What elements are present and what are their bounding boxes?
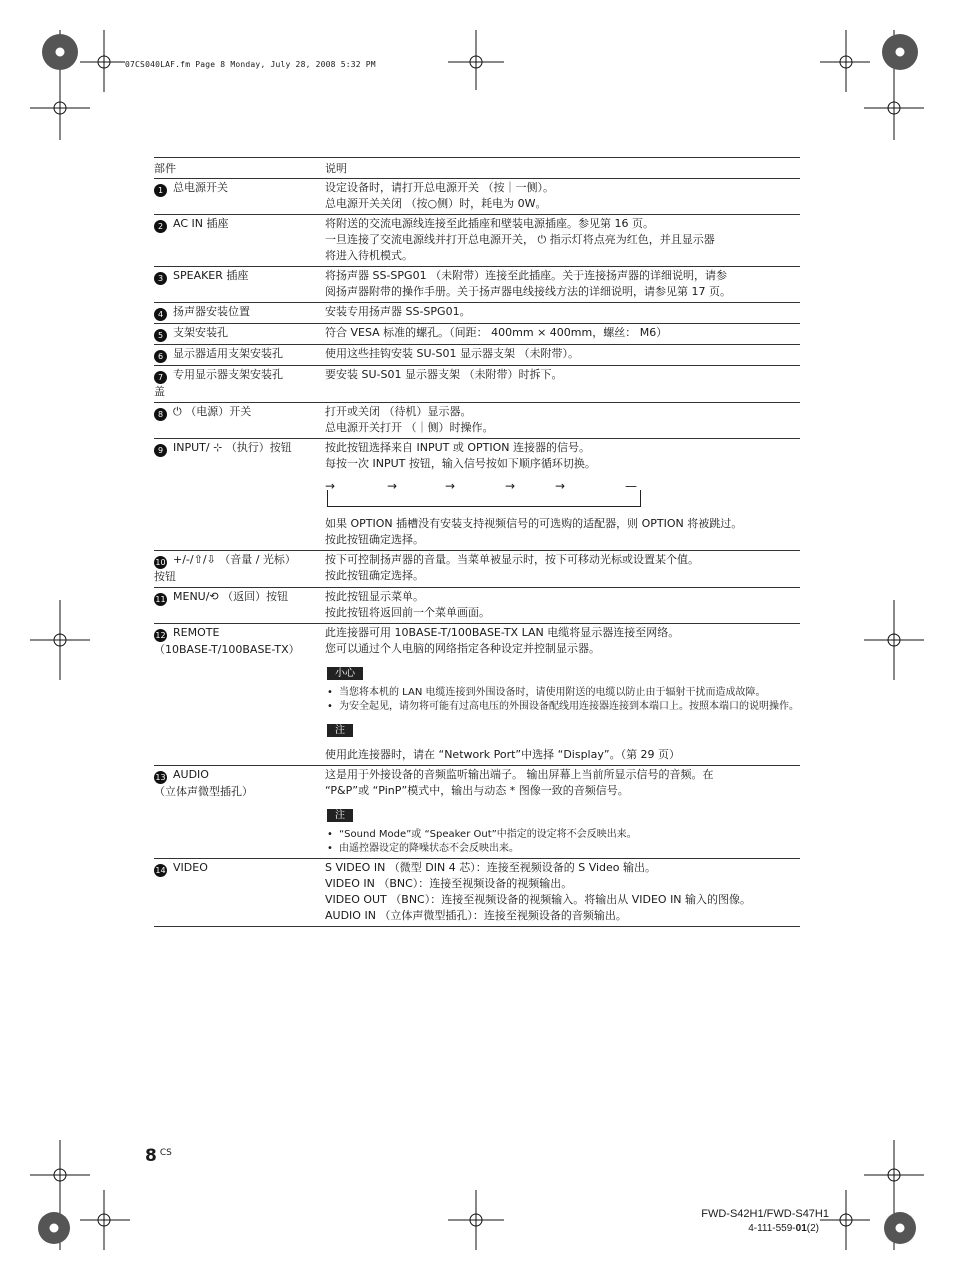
spec-table: [154, 157, 800, 927]
note-item: • “Sound Mode”或 “Speaker Out”中指定的设定将不会反映出来。: [325, 828, 800, 842]
note-list: [325, 828, 800, 856]
description-line: 总电源开关关闭 （按○侧）时，耗电为 0W。: [325, 197, 547, 210]
table-row: [154, 624, 800, 766]
part-label: 6 显示器适用支架安装孔: [154, 346, 325, 363]
description-cell: [325, 624, 800, 766]
description-cell: [325, 588, 800, 624]
description-line: 安装专用扬声器 SS-SPG01。: [325, 305, 471, 318]
part-cell: [154, 439, 325, 551]
description-line: 这是用于外接设备的音频监听输出端子。 输出屏幕上当前所显示信号的音频。在: [325, 768, 714, 781]
item-number-badge: 2: [154, 220, 167, 233]
caution-list: [325, 686, 800, 714]
item-number-badge: 6: [154, 350, 167, 363]
table-row: [154, 324, 800, 345]
part-label: （10BASE-T/100BASE-TX）: [154, 643, 300, 656]
description-line: 将附送的交流电源线连接至此插座和壁装电源插座。参见第 16 页。: [325, 217, 654, 230]
description-line: 阅扬声器附带的操作手册。关于扬声器电线接线方法的详细说明，请参见第 17 页。: [325, 285, 731, 298]
caution-tag: 小心: [327, 667, 363, 680]
description-line: 此连接器可用 10BASE-T/100BASE-TX LAN 电缆将显示器连接至网络。: [325, 626, 680, 639]
description-line: 符合 VESA 标准的螺孔。（间距： 400mm × 400mm，螺丝： M6）: [325, 326, 668, 339]
description-line: 您可以通过个人电脑的网络指定各种设定并控制显示器。: [325, 642, 600, 655]
item-number-badge: 3: [154, 272, 167, 285]
part-cell: [154, 403, 325, 439]
part-cell: [154, 179, 325, 215]
input-cycle-diagram: → → → → → —: [325, 478, 643, 510]
document-code: 4-111-559-01(2): [748, 1223, 819, 1234]
part-cell: [154, 588, 325, 624]
description-cell: [325, 766, 800, 859]
table-row: [154, 403, 800, 439]
description-line: 按此按钮将返回前一个菜单画面。: [325, 606, 490, 619]
table-row: [154, 179, 800, 215]
table-row: [154, 366, 800, 403]
item-number-badge: 5: [154, 329, 167, 342]
part-label: 8 ⏻ （电源）开关: [154, 404, 325, 421]
description-line: 要安装 SU-S01 显示器支架 （未附带）时拆下。: [325, 368, 563, 381]
description-line: AUDIO IN （立体声微型插孔）：连接至视频设备的音频输出。: [325, 909, 627, 922]
description-line: 按此按钮确定选择。: [325, 533, 424, 546]
item-number-badge: 14: [155, 866, 166, 875]
description-line: 按此按钮确定选择。: [325, 569, 424, 582]
description-cell: [325, 324, 800, 345]
table-row: [154, 345, 800, 366]
part-label: 5 支架安装孔: [154, 325, 325, 342]
description-line: S VIDEO IN （微型 DIN 4 芯）：连接至视频设备的 S Video 输出。: [325, 861, 657, 874]
description-line: 每按一次 INPUT 按钮，输入信号按如下顺序循环切换。: [325, 457, 596, 470]
description-line: 按此按钮选择来自 INPUT 或 OPTION 连接器的信号。: [325, 441, 591, 454]
note-item: • 由遥控器设定的降噪状态不会反映出来。: [325, 842, 800, 856]
page-number: 8 $^{CS}$: [145, 1146, 172, 1166]
table-row: [154, 551, 800, 588]
part-label: 14 VIDEO: [155, 861, 208, 875]
description-cell: [325, 439, 800, 551]
description-line: VIDEO IN （BNC）：连接至视频设备的视频输出。: [325, 877, 573, 890]
description-line: 按下可控制扬声器的音量。当菜单被显示时，按下可移动光标或设置某个值。: [325, 553, 699, 566]
part-label: 3 SPEAKER 插座: [154, 268, 325, 285]
part-label: 盖: [154, 385, 165, 398]
item-number-badge: 8: [154, 408, 167, 421]
part-cell: [154, 267, 325, 303]
table-row: [154, 859, 800, 927]
part-label: 4 扬声器安装位置: [154, 304, 325, 321]
part-label: 7 专用显示器支架安装孔: [154, 367, 325, 384]
part-cell: [154, 859, 325, 927]
part-cell: [154, 324, 325, 345]
part-cell: [154, 215, 325, 267]
part-label: 1 总电源开关: [154, 180, 325, 197]
description-cell: [325, 345, 800, 366]
item-number-badge: 7: [154, 371, 167, 384]
item-number-badge: 4: [154, 308, 167, 321]
description-line: 一旦连接了交流电源线并打开总电源开关， ⏻ 指示灯将点亮为红色，并且显示器: [325, 233, 715, 246]
part-cell: [154, 345, 325, 366]
description-cell: [325, 303, 800, 324]
item-number-badge: 12: [155, 631, 166, 640]
description-line: 将进入待机模式。: [325, 249, 413, 262]
model-number: FWD-S42H1/FWD-S47H1: [701, 1208, 829, 1220]
part-cell: [154, 766, 325, 859]
description-cell: [325, 403, 800, 439]
description-cell: [325, 179, 800, 215]
item-number-badge: 13: [155, 773, 166, 782]
caution-item: • 为安全起见，请勿将可能有过高电压的外围设备配线用连接器连接到本端口上。按照本端口的说明操作。: [325, 700, 800, 714]
part-label: 11 MENU/⟲ （返回）按钮: [155, 590, 289, 604]
part-label: 12 REMOTE: [155, 626, 220, 640]
item-number-badge: 10: [155, 558, 166, 567]
item-number-badge: 9: [154, 444, 167, 457]
description-cell: [325, 366, 800, 403]
description-line: 使用这些挂钩安装 SU-S01 显示器支架 （未附带）。: [325, 347, 579, 360]
part-label: 10 +/-/⇧/⇩ （音量 / 光标）: [155, 553, 296, 567]
description-line: 打开或关闭 （待机）显示器。: [325, 405, 472, 418]
table-row: [154, 588, 800, 624]
description-line: VIDEO OUT （BNC）：连接至视频设备的视频输入。将输出从 VIDEO IN 输入的图像。: [325, 893, 752, 906]
table-row: [154, 215, 800, 267]
file-header: 07CS040LAF.fm Page 8 Monday, July 28, 2008 5:32 PM: [125, 60, 376, 69]
item-number-badge: 11: [155, 595, 166, 604]
part-cell: [154, 551, 325, 588]
description-line: 将扬声器 SS-SPG01 （未附带）连接至此插座。关于连接扬声器的详细说明，请参: [325, 269, 728, 282]
note-tag: 注: [327, 809, 353, 822]
description-cell: [325, 551, 800, 588]
caution-item: • 当您将本机的 LAN 电缆连接到外围设备时，请使用附送的电缆以防止由于辐射干扰而造成故障。: [325, 686, 800, 700]
part-label: 2 AC IN 插座: [154, 216, 325, 233]
note-tag: 注: [327, 724, 353, 737]
part-cell: [154, 303, 325, 324]
column-header-description: 说明: [325, 158, 800, 179]
description-line: 按此按钮显示菜单。: [325, 590, 424, 603]
description-line: “P&P”或 “PinP”模式中，输出与动态 * 图像一致的音频信号。: [325, 784, 629, 797]
table-row: [154, 439, 800, 551]
part-cell: [154, 624, 325, 766]
part-label: 按钮: [154, 570, 176, 583]
description-line: 设定设备时，请打开总电源开关 （按｜一侧）。: [325, 181, 554, 194]
table-row: [154, 303, 800, 324]
part-cell: [154, 366, 325, 403]
item-number-badge: 1: [154, 184, 167, 197]
part-label: 13 AUDIO: [155, 768, 209, 782]
description-line: 总电源开关打开 （｜侧）时操作。: [325, 421, 494, 434]
description-cell: [325, 859, 800, 927]
part-label: 9 INPUT/ ⊹ （执行）按钮: [154, 440, 325, 457]
table-row: [154, 766, 800, 859]
description-cell: [325, 215, 800, 267]
description-line: 如果 OPTION 插槽没有安装支持视频信号的可选购的适配器，则 OPTION 将被跳过。: [325, 517, 743, 530]
note-text: 使用此连接器时，请在 “Network Port”中选择 “Display”。（第 29 页）: [325, 748, 681, 761]
column-header-part: 部件: [154, 158, 325, 179]
description-cell: [325, 267, 800, 303]
part-label: （立体声微型插孔）: [154, 785, 253, 798]
table-row: [154, 267, 800, 303]
